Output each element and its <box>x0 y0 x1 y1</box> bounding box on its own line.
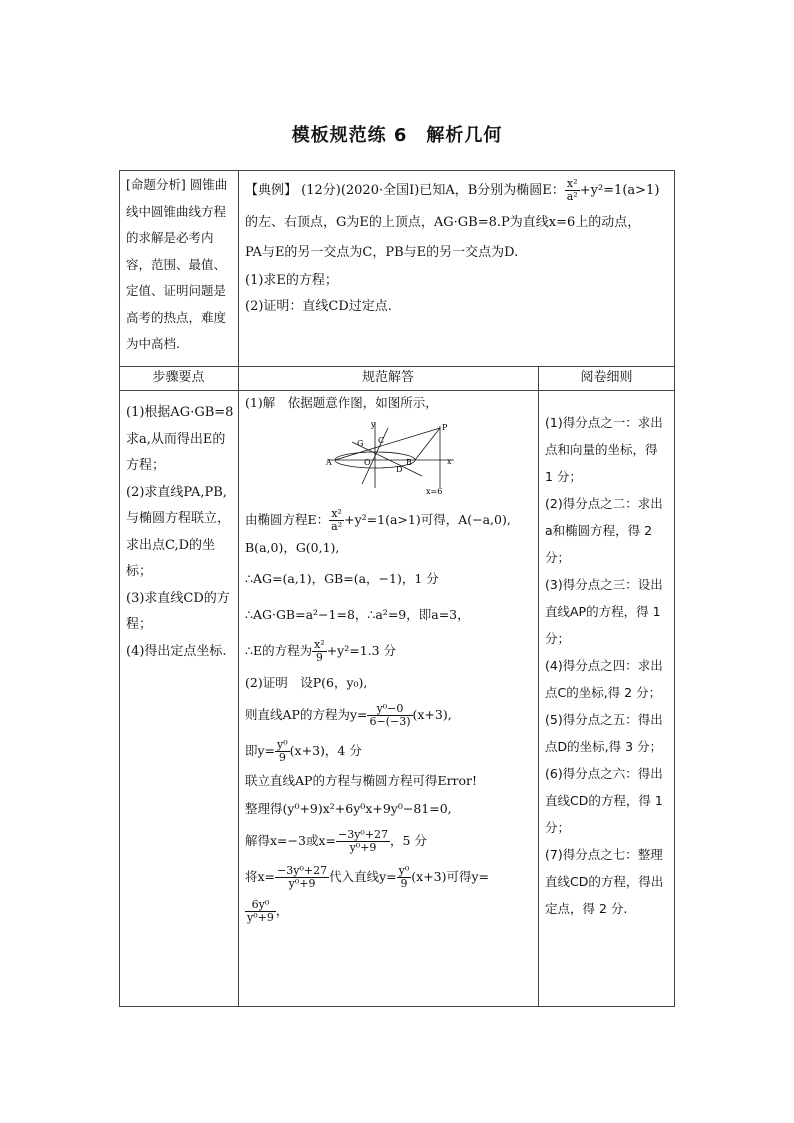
question-1: (1)求E的方程； <box>245 273 338 288</box>
column-divider <box>238 170 239 1007</box>
solution-line <box>245 897 537 925</box>
ellipse-figure <box>322 418 462 498</box>
solution-line <box>245 701 537 729</box>
denominator: a² <box>566 190 578 203</box>
example-text: 【典例】 (12分)(2020·全国Ⅰ)已知A，B分别为椭圆E： <box>245 183 565 198</box>
analysis-cell: [命题分析] 圆锥曲线中圆锥曲线方程的求解是必考内容，范围、最值、定值、证明问题是高考的热点，难度为中高档. <box>126 177 228 351</box>
denominator: a² <box>331 520 343 533</box>
label-x6: x=6 <box>426 487 443 496</box>
grading-cell <box>545 409 669 922</box>
header-grading: 阅卷细则 <box>580 370 633 385</box>
solution-text: +y²=1.3 分 <box>326 643 397 658</box>
denominator: 9 <box>278 751 286 764</box>
fraction <box>329 508 344 533</box>
label-d: D <box>396 465 403 474</box>
fraction <box>245 899 276 924</box>
solution-text: 代入直线y= <box>329 869 397 884</box>
solution-line: ∴AG·GB=a²−1=8，∴a²=9，即a=3， <box>245 607 470 622</box>
label-o: O <box>364 458 371 467</box>
solution-line <box>245 637 537 665</box>
fraction <box>312 639 327 664</box>
solution-text: +y²=1(a>1)可得，A(−a,0), <box>344 512 511 527</box>
example-line-3: PA与E的另一交点为C，PB与E的另一交点为D. <box>245 245 519 260</box>
solution-line <box>245 827 537 855</box>
example-line-2: 的左、右顶点，G为E的上顶点，AG·GB=8.P为直线x=6上的动点， <box>245 215 641 230</box>
denominator: y⁰+9 <box>349 841 377 854</box>
step-item: (4)得出定点坐标. <box>126 643 227 659</box>
grading-item: (7)得分点之七：整理直线CD的方程，得出定点，得 2 分. <box>545 847 664 916</box>
denominator: 9 <box>315 651 323 664</box>
denominator: 9 <box>400 877 408 890</box>
example-text: +y²=1(a>1) <box>579 183 660 198</box>
solution-line: 联立直线AP的方程与椭圆方程可得Error! <box>245 773 478 788</box>
page-title: 模板规范练 6 解析几何 <box>291 125 503 146</box>
solution-line: (2)证明 设P(6，y₀), <box>245 675 368 690</box>
numerator: y⁰−0 <box>367 703 412 716</box>
fraction <box>275 739 290 764</box>
numerator: −3y⁰+27 <box>277 864 328 877</box>
numerator: y⁰ <box>277 738 288 751</box>
grading-item: (5)得分点之五：得出点D的坐标,得 3 分； <box>545 712 663 754</box>
numerator: 6y⁰ <box>245 899 276 912</box>
numerator: x² <box>329 508 344 521</box>
fraction <box>397 865 412 890</box>
numerator: x² <box>314 638 325 651</box>
solution-text: 即y= <box>245 743 276 758</box>
label-c: C <box>378 436 385 445</box>
denominator: y⁰+9 <box>247 911 274 924</box>
fraction <box>275 865 329 890</box>
solution-text: (x+3)，4 分 <box>289 743 362 758</box>
solution-text: ，5 分 <box>390 833 427 848</box>
fraction <box>565 178 580 203</box>
solution-text: 将x= <box>245 869 276 884</box>
example-line-1 <box>245 178 673 204</box>
line-pa <box>335 428 440 460</box>
step-item: (3)求直线CD的方程； <box>126 590 230 632</box>
label-g: G <box>357 439 364 448</box>
solution-line: B(a,0)，G(0,1), <box>245 540 340 555</box>
solution-text: (x+3), <box>412 707 452 722</box>
question-2: (2)证明：直线CD过定点. <box>245 299 392 314</box>
solution-line <box>245 737 537 765</box>
numerator: y⁰ <box>398 864 410 877</box>
numerator: x² <box>565 178 580 191</box>
denominator: y⁰+9 <box>288 877 316 890</box>
solution-line: (1)解 依据题意作图，如图所示， <box>245 395 438 410</box>
solution-text: 解得x=−3或x= <box>245 833 336 848</box>
solution-line <box>245 506 537 534</box>
solution-line <box>245 863 537 891</box>
grading-item: (1)得分点之一：求出点和向量的坐标，得 1 分； <box>545 415 663 484</box>
label-y: y <box>371 420 376 429</box>
grading-item: (4)得分点之四：求出点C的坐标,得 2 分； <box>545 658 663 700</box>
steps-cell <box>126 400 234 665</box>
grading-item: (6)得分点之六：得出直线CD的方程，得 1 分； <box>545 766 663 835</box>
fraction <box>336 829 390 854</box>
header-solution: 规范解答 <box>361 370 414 385</box>
grading-item: (3)得分点之三：设出直线AP的方程，得 1 分； <box>545 577 663 646</box>
line-pb <box>415 428 440 460</box>
solution-text: (x+3)可得y= <box>411 869 490 884</box>
column-divider <box>538 366 539 1007</box>
solution-text: 则直线AP的方程为y= <box>245 707 368 722</box>
solution-cell-body <box>245 506 537 925</box>
numerator: −3y⁰+27 <box>337 828 389 841</box>
fraction <box>367 703 412 728</box>
label-b: B <box>406 458 412 467</box>
solution-line: ∴AG=(a,1)，GB=(a，−1)，1 分 <box>245 571 439 586</box>
label-x: x <box>447 457 452 466</box>
example-cell <box>245 178 673 320</box>
solution-cell <box>245 390 535 416</box>
denominator: 6−(−3) <box>369 715 411 728</box>
step-item: (2)求直线PA,PB,与椭圆方程联立，求出点C,D的坐标； <box>126 484 231 579</box>
label-a: A <box>326 458 332 467</box>
solution-line: 整理得(y⁰+9)x²+6y⁰x+9y⁰−81=0, <box>245 801 452 816</box>
solution-text: ∴E的方程为 <box>245 643 313 658</box>
label-p: P <box>442 423 448 432</box>
solution-text: 由椭圆方程E： <box>245 512 330 527</box>
solution-text: ， <box>275 903 289 918</box>
header-steps: 步骤要点 <box>152 370 205 385</box>
grading-item: (2)得分点之二：求出a和椭圆方程，得 2 分； <box>545 496 663 565</box>
step-item: (1)根据AG·GB=8求a,从而得出E的方程； <box>126 405 234 473</box>
